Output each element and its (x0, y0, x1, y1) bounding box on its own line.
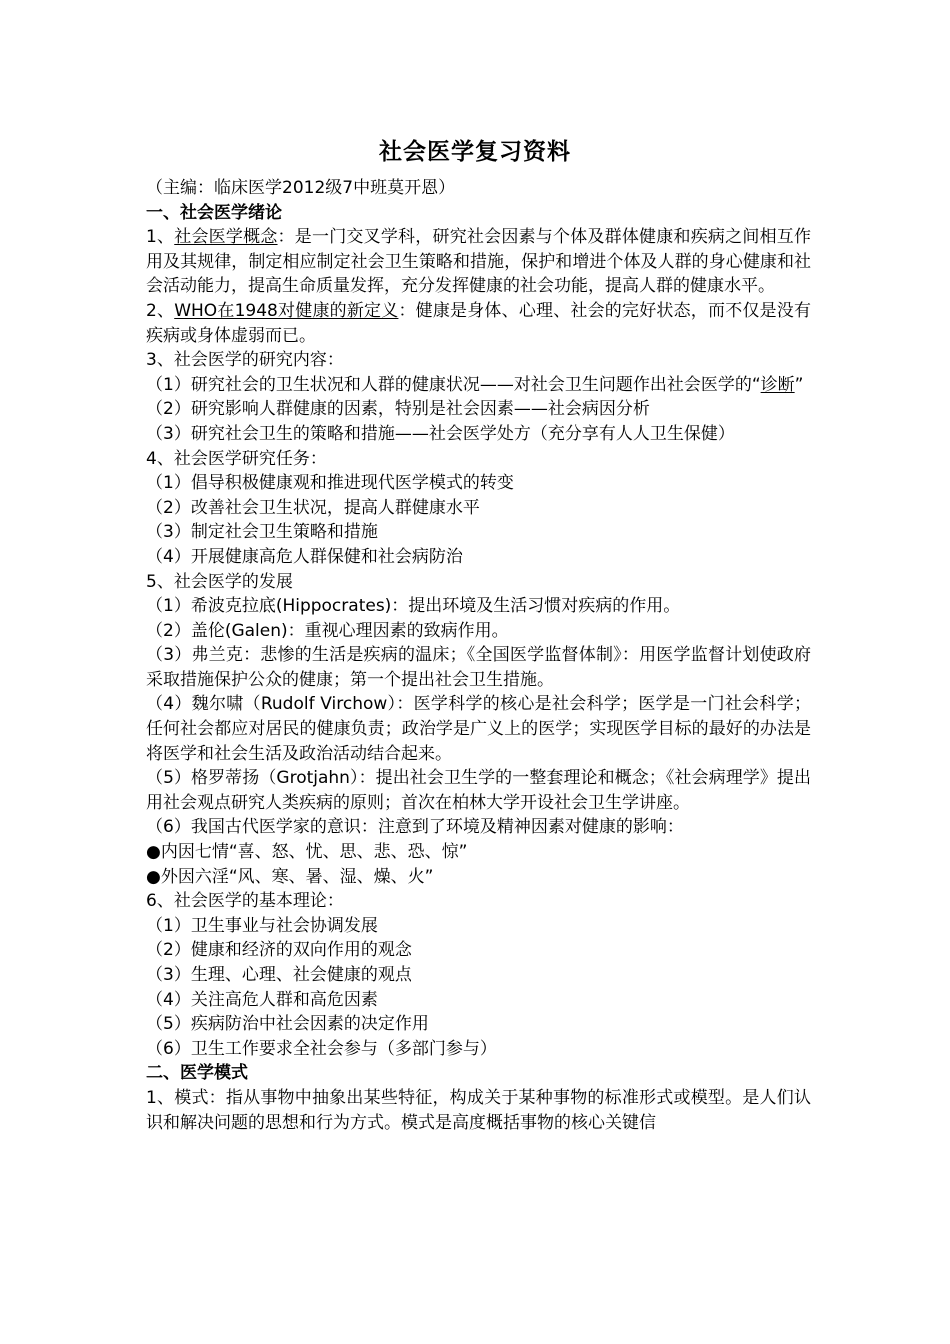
list-item: （3）研究社会卫生的策略和措施——社会医学处方（充分享有人人卫生保健） (146, 423, 735, 444)
bullet-item: ●外因六淫“风、寒、暑、湿、燥、火” (146, 866, 434, 887)
bullet-item: ●内因七情“喜、怒、忧、思、悲、恐、惊” (146, 842, 468, 863)
item-number: 1、 (146, 227, 175, 248)
section-heading-2: 二、医学模式 (146, 1063, 248, 1084)
list-item: （1）卫生事业与社会协调发展 (146, 915, 378, 936)
paragraph-who-definition (146, 299, 811, 348)
document-body (146, 176, 811, 1135)
list-heading: 6、社会医学的基本理论： (146, 891, 344, 912)
list-item (146, 373, 811, 398)
list-item: （1）希波克拉底(Hippocrates)：提出环境及生活习惯对疾病的作用。 (146, 596, 681, 617)
list-heading: 5、社会医学的发展 (146, 571, 293, 592)
list-item: （4）开展健康高危人群保健和社会病防治 (146, 546, 463, 567)
paragraph-model: 1、模式：指从事物中抽象出某些特征，构成关于某种事物的标准形式或模型。是人们认识和解决问题的思想和行为方式。模式是高度概括事物的核心关键信 (146, 1087, 811, 1133)
list-item: （5）格罗蒂扬（Grotjahn）：提出社会卫生学的一整套理论和概念；《社会病理学》提出用社会观点研究人类疾病的原则；首次在柏林大学开设社会卫生学讲座。 (146, 768, 811, 813)
list-item: （2）盖伦(Galen)：重视心理因素的致病作用。 (146, 620, 509, 641)
list-item: （6）我国古代医学家的意识：注意到了环境及精神因素对健康的影响： (146, 817, 684, 838)
paragraph-text: ：是一门交叉学科，研究社会因素与个体及群体健康和疾病之间相互作用及其规律，制定相应制定社会卫生策略和措施，保护和增进个体及人群的身心健康和社会活动能力，提高生命质量发挥，充分发挥健康的社会功能，提高人群的健康水平。 (146, 227, 811, 297)
underlined-term: 社会医学概念 (174, 227, 278, 248)
list-item: （4）关注高危人群和高危因素 (146, 989, 378, 1010)
list-heading: 3、社会医学的研究内容： (146, 350, 344, 371)
list-item: （3）制定社会卫生策略和措施 (146, 522, 378, 543)
list-item: （4）魏尔啸（Rudolf Virchow）：医学科学的核心是社会科学；医学是一门社会科学；任何社会都应对居民的健康负责；政治学是广义上的医学；实现医学目标的最好的办法是将医学和社会生活及政治活动结合起来。 (146, 694, 811, 764)
list-item: （2）研究影响人群健康的因素，特别是社会因素——社会病因分析 (146, 399, 650, 420)
list-item: （3）生理、心理、社会健康的观点 (146, 965, 412, 985)
list-item: （3）弗兰克：悲惨的生活是疾病的温床；《全国医学监督体制》：用医学监督计划使政府采取措施保护公众的健康；第一个提出社会卫生措施。 (146, 645, 811, 690)
author-line: （主编：临床医学2012级7中班莫开恩） (146, 178, 456, 198)
list-item: （2）健康和经济的双向作用的观念 (146, 940, 412, 961)
underlined-term: WHO在1948对健康的新定义 (174, 300, 399, 321)
list-item-text: （1）研究社会的卫生状况和人群的健康状况——对社会卫生问题作出社会医学的“ (146, 374, 761, 395)
list-heading: 4、社会医学研究任务： (146, 448, 327, 469)
list-item: （5）疾病防治中社会因素的决定作用 (146, 1014, 429, 1035)
list-item: （1）倡导积极健康观和推进现代医学模式的转变 (146, 473, 514, 494)
paragraph-text: ：健康是身体、心理、社会的完好状态，而不仅是没有疾病或身体虚弱而已。 (146, 300, 811, 346)
item-number: 2、 (146, 300, 175, 321)
list-item: （2）改善社会卫生状况，提高人群健康水平 (146, 497, 480, 518)
underlined-term: 诊断 (760, 374, 795, 395)
paragraph-concept (146, 225, 811, 299)
list-item-text: ” (794, 374, 804, 395)
document-title: 社会医学复习资料 (379, 139, 571, 165)
list-item: （6）卫生工作要求全社会参与（多部门参与） (146, 1038, 497, 1059)
section-heading-1: 一、社会医学绪论 (146, 202, 282, 223)
